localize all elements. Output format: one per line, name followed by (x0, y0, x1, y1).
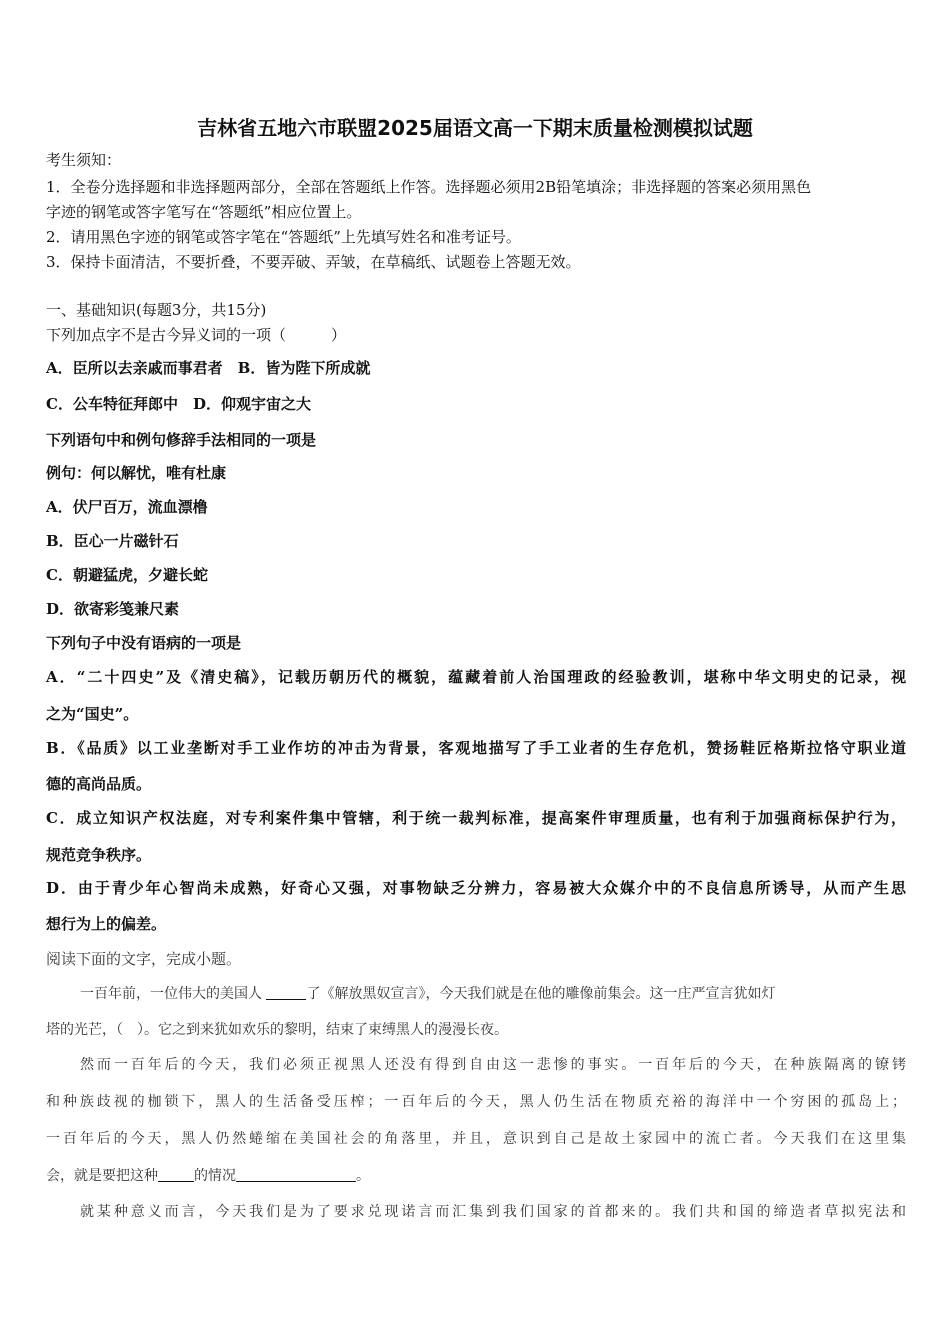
option-b-line-2: 德的高尚品质。 (46, 775, 152, 793)
question-stem: 下列加点字不是古今异义词的一项（ ） (46, 326, 347, 344)
option-b-line-1: B．《品质》以工业垄断对手工业作坊的冲击为背景，客观地描写了手工业者的生存危机，赞扬鞋匠格斯拉恪守职业道 (46, 739, 906, 757)
option-d-line-2: 想行为上的偏差。 (46, 915, 167, 933)
option-row: A．臣所以去亲戚而事君者 B．皆为陛下所成就 (46, 359, 371, 377)
blank-underline (158, 1167, 194, 1182)
option-d-line-1: D．由于青少年心智尚未成熟，好奇心又强，对事物缺乏分辨力，容易被大众媒介中的不良信息所诱导，从而产生思 (46, 879, 906, 897)
section-heading: 一、基础知识(每题3分，共15分) (46, 301, 267, 319)
passage-line: 塔的光芒，（ ）。它之到来犹如欢乐的黎明，结束了束缚黑人的漫漫长夜。 (46, 1022, 508, 1038)
question-stem: 下列句子中没有语病的一项是 (46, 634, 242, 652)
passage-text: 的情况 (194, 1168, 236, 1184)
passage-text: 了《解放黑奴宣言》，今天我们就是在他的雕像前集会。这一庄严宣言犹如灯 (306, 986, 776, 1002)
passage-line (80, 984, 775, 1004)
notice-heading: 考生须知： (46, 151, 122, 169)
notice-line-3: 2．请用黑色字迹的钢笔或答字笔在“答题纸”上先填写姓名和准考证号。 (46, 228, 521, 246)
option-c-line-1: C．成立知识产权法庭，对专利案件集中管辖，利于统一裁判标准，提高案件审理质量，也有利于加强商标保护行为， (46, 809, 906, 827)
option-row: C．公车特征拜郎中 D．仰观宇宙之大 (46, 395, 311, 413)
passage-line: 就某种意义而言，今天我们是为了要求兑现诺言而汇集到我们国家的首都来的。我们共和国的缔造者草拟宪法和 (80, 1204, 906, 1220)
passage-line (46, 1166, 370, 1186)
option-a-line-1: A．“二十四史”及《清史稿》，记载历朝历代的概貌，蕴藏着前人治国理政的经验教训，堪称中华文明史的记录，视 (46, 668, 906, 686)
notice-line-1: 1．全卷分选择题和非选择题两部分，全部在答题纸上作答。选择题必须用2B铅笔填涂；非选择题的答案必须用黑色 (46, 178, 812, 196)
notice-line-4: 3．保持卡面清洁，不要折叠，不要弄破、弄皱，在草稿纸、试题卷上答题无效。 (46, 253, 581, 271)
option-c: C．朝避猛虎，夕避长蛇 (46, 566, 208, 584)
option-a: A．伏尸百万，流血漂橹 (46, 498, 208, 516)
option-a-line-2: 之为“国史”。 (46, 705, 139, 723)
option-b: B．臣心一片磁针石 (46, 532, 179, 550)
passage-line: 和种族歧视的枷锁下，黑人的生活备受压榨；一百年后的今天，黑人仍生活在物质充裕的海洋中一个穷困的孤岛上； (46, 1094, 906, 1110)
passage-line: 然而一百年后的今天，我们必须正视黑人还没有得到自由这一悲惨的事实。一百年后的今天，在种族隔离的镣铐 (80, 1057, 906, 1073)
question-stem: 下列语句中和例句修辞手法相同的一项是 (46, 431, 317, 449)
passage-text: 一百年前，一位伟大的美国人 (80, 986, 262, 1002)
reading-intro: 阅读下面的文字，完成小题。 (46, 950, 242, 968)
passage-text: 。 (356, 1168, 370, 1184)
option-d: D．欲寄彩笺兼尺素 (46, 600, 180, 618)
passage-line: 一百年后的今天，黑人仍然蜷缩在美国社会的角落里，并且，意识到自己是故土家园中的流亡者。今天我们在这里集 (46, 1131, 906, 1147)
option-c-line-2: 规范竞争秩序。 (46, 846, 152, 864)
blank-underline (236, 1167, 356, 1182)
example-sentence: 例句：何以解忧，唯有杜康 (46, 464, 227, 482)
exam-title: 吉林省五地六市联盟2025届语文高一下期末质量检测模拟试题 (197, 116, 753, 140)
blank-underline (266, 985, 306, 1000)
notice-line-2: 字迹的钢笔或答字笔写在“答题纸”相应位置上。 (46, 203, 362, 221)
passage-text: 会，就是要把这种 (46, 1168, 158, 1184)
